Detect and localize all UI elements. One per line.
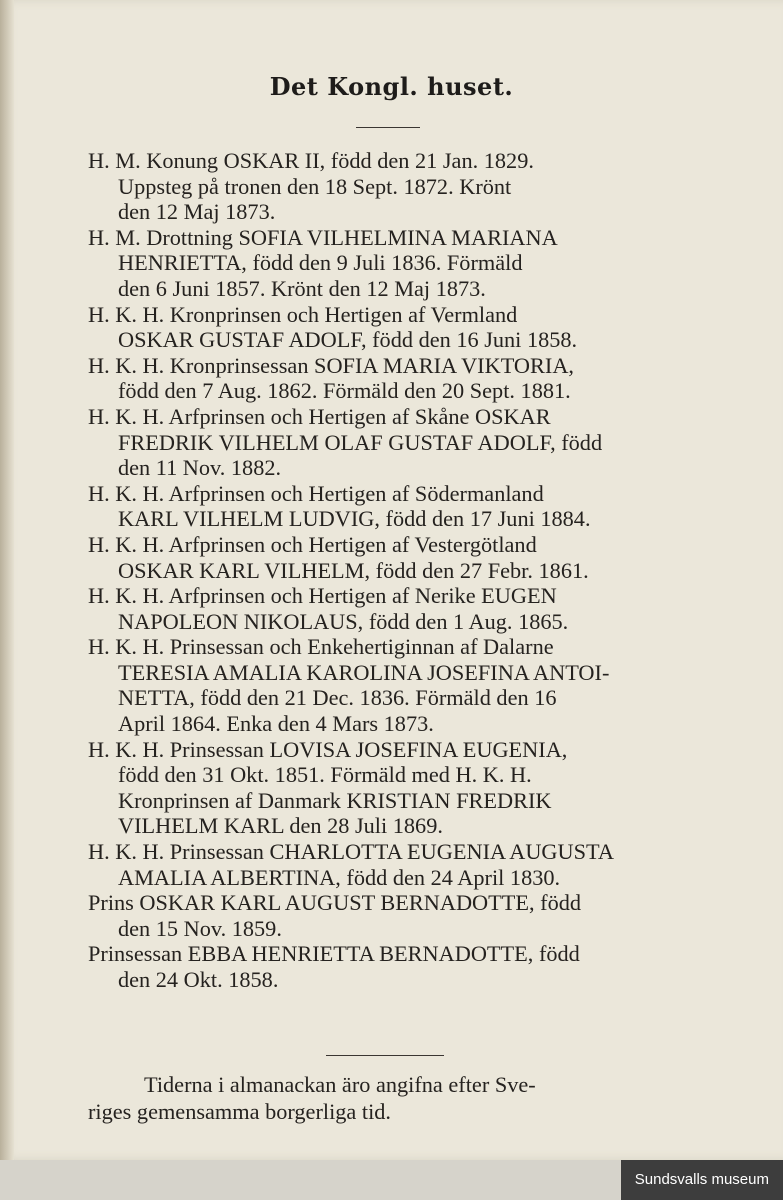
royal-entry — [88, 353, 688, 404]
section-divider — [326, 1055, 444, 1056]
entry-line: OSKAR KARL VILHELM, född den 27 Febr. 1861. — [118, 557, 589, 583]
museum-watermark: Sundsvalls museum — [621, 1160, 783, 1200]
royal-entry — [88, 941, 688, 992]
entry-line: OSKAR GUSTAF ADOLF, född den 16 Juni 1858. — [118, 327, 578, 353]
entry-line: H. K. H. Arfprinsen och Hertigen af Södermanland — [88, 480, 544, 506]
royal-entry — [88, 481, 688, 532]
entry-line: den 6 Juni 1857. Krönt den 12 Maj 1873. — [118, 275, 486, 301]
entry-line: Prinsessan EBBA HENRIETTA BERNADOTTE, född — [88, 941, 580, 967]
entry-line: H. K. H. Arfprinsen och Hertigen af Vestergötland — [88, 531, 537, 557]
royal-entry — [88, 634, 688, 736]
entry-line: född den 7 Aug. 1862. Förmäld den 20 Sept. 1881. — [118, 378, 571, 404]
entry-line: H. K. H. Kronprinsen och Hertigen af Vermland — [88, 301, 518, 327]
title-divider — [356, 127, 420, 128]
page-gutter — [0, 0, 14, 1160]
royal-entry — [88, 890, 688, 941]
entry-line: H. M. Drottning SOFIA VILHELMINA MARIANA — [88, 224, 558, 250]
royal-entry — [88, 583, 688, 634]
entry-line: AMALIA ALBERTINA, född den 24 April 1830. — [118, 864, 561, 890]
entry-line: H. K. H. Kronprinsessan SOFIA MARIA VIKTORIA, — [88, 352, 575, 378]
entry-line: Prins OSKAR KARL AUGUST BERNADOTTE, född — [88, 890, 582, 916]
royal-entry — [88, 839, 688, 890]
royal-entry — [88, 532, 688, 583]
page-title: Det Kongl. huset. — [269, 72, 514, 101]
entry-line: den 12 Maj 1873. — [118, 199, 276, 225]
royal-entry — [88, 404, 688, 481]
entry-line: VILHELM KARL den 28 Juli 1869. — [118, 813, 443, 839]
entry-line: HENRIETTA, född den 9 Juli 1836. Förmäld — [118, 250, 523, 276]
entry-line: född den 31 Okt. 1851. Förmäld med H. K. H. — [118, 762, 532, 788]
entry-line: H. M. Konung OSKAR II, född den 21 Jan. 1829. — [88, 148, 534, 173]
footer-line: Tiderna i almanackan äro angifna efter Sve- — [144, 1072, 536, 1097]
royal-entry — [88, 302, 688, 353]
royal-family-list — [88, 148, 688, 993]
entry-line: NETTA, född den 21 Dec. 1836. Förmäld den 16 — [118, 685, 557, 711]
entry-line: KARL VILHELM LUDVIG, född den 17 Juni 1884. — [118, 506, 591, 532]
entry-line: FREDRIK VILHELM OLAF GUSTAF ADOLF, född — [118, 429, 603, 455]
entry-line: den 11 Nov. 1882. — [118, 455, 282, 481]
entry-line: TERESIA AMALIA KAROLINA JOSEFINA ANTOI- — [118, 659, 610, 685]
entry-line: H. K. H. Prinsessan CHARLOTTA EUGENIA AUGUSTA — [88, 839, 614, 865]
entry-line: H. K. H. Arfprinsen och Hertigen af Skåne OSKAR — [88, 403, 551, 429]
entry-line: Kronprinsen af Danmark KRISTIAN FREDRIK — [118, 787, 552, 813]
royal-entry — [88, 148, 688, 225]
entry-line: H. K. H. Arfprinsen och Hertigen af Nerike EUGEN — [88, 583, 557, 609]
entry-line: Uppsteg på tronen den 18 Sept. 1872. Krönt — [118, 173, 512, 199]
entry-line: NAPOLEON NIKOLAUS, född den 1 Aug. 1865. — [118, 608, 569, 634]
royal-entry — [88, 737, 688, 839]
entry-line: den 15 Nov. 1859. — [118, 915, 282, 941]
footer-note — [88, 1071, 688, 1125]
entry-line: den 24 Okt. 1858. — [118, 967, 279, 992]
footer-line: riges gemensamma borgerliga tid. — [88, 1099, 391, 1124]
entry-line: H. K. H. Prinsessan och Enkehertiginnan af Dalarne — [88, 634, 554, 660]
entry-line: April 1864. Enka den 4 Mars 1873. — [118, 711, 434, 737]
royal-entry — [88, 225, 688, 302]
entry-line: H. K. H. Prinsessan LOVISA JOSEFINA EUGENIA, — [88, 736, 568, 762]
